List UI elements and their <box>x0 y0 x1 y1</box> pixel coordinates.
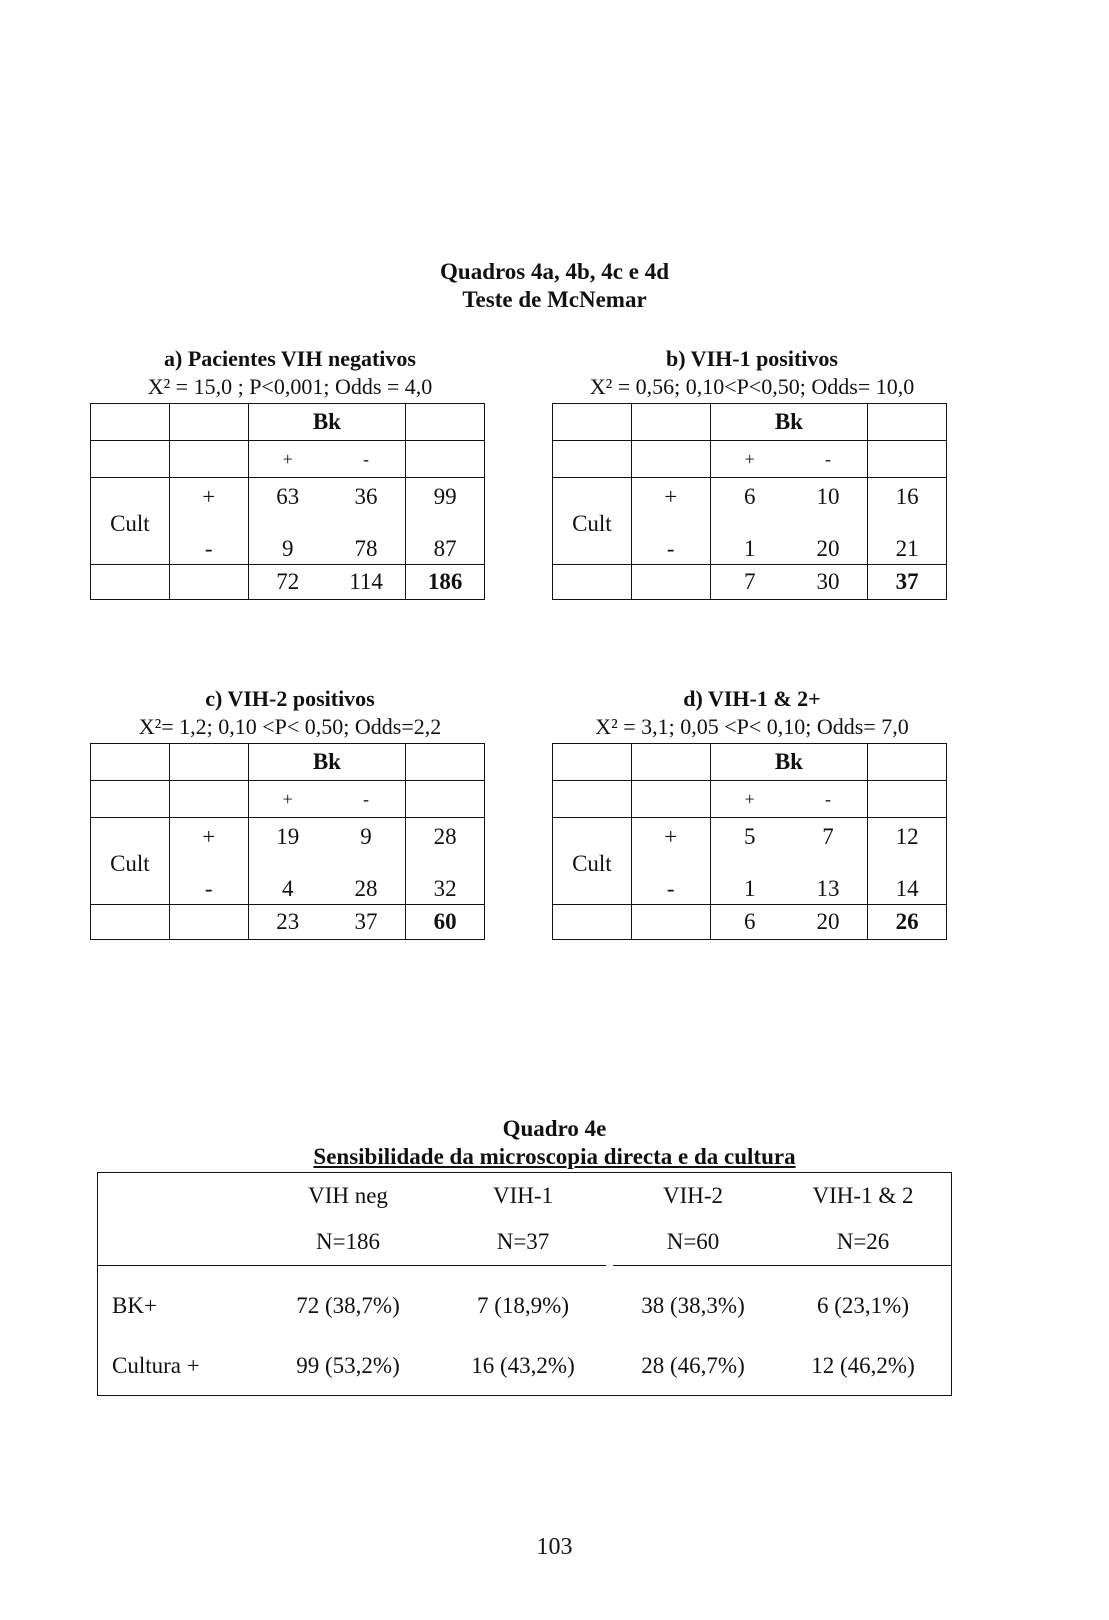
summary-cell: 6 (23,1%) <box>817 1293 909 1318</box>
col-name: VIH neg <box>308 1183 388 1208</box>
summary-cell: 16 (43,2%) <box>471 1353 575 1378</box>
cell: 20 <box>789 528 868 565</box>
summary-subtitle: Sensibilidade da microscopia directa e da cultura <box>313 1144 796 1169</box>
summary-title: Quadro 4e <box>502 1116 607 1141</box>
col-plus: + <box>248 781 327 818</box>
cell: 28 <box>327 868 406 905</box>
panel-stats: X²= 1,2; 0,10 <P< 0,50; Odds=2,2 <box>138 714 442 739</box>
panel-b <box>552 345 952 600</box>
col-name: VIH-1 <box>492 1183 554 1208</box>
summary-cell: 38 (38,3%) <box>641 1293 745 1318</box>
row-label: Cult <box>91 478 170 565</box>
row-label-cultura: Cultura + <box>112 1353 200 1378</box>
row-label: Cult <box>91 818 170 905</box>
col-plus: + <box>710 781 789 818</box>
summary-cell: 12 (46,2%) <box>811 1353 915 1378</box>
col-plus: + <box>248 441 327 478</box>
cell: 78 <box>327 528 406 565</box>
col-minus: - <box>327 781 406 818</box>
panel-d <box>552 685 952 940</box>
row-total: 21 <box>868 528 947 565</box>
contingency-table <box>90 743 485 940</box>
col-header: Bk <box>248 404 406 441</box>
panel-stats: X² = 3,1; 0,05 <P< 0,10; Odds= 7,0 <box>595 714 909 739</box>
col-total: 6 <box>710 905 789 940</box>
header-rule <box>613 1265 951 1266</box>
col-total: 37 <box>327 905 406 940</box>
cell: 1 <box>710 868 789 905</box>
col-n: N=186 <box>315 1229 381 1254</box>
summary-col-header <box>278 1173 418 1265</box>
panel-c <box>90 685 490 940</box>
contingency-table <box>552 743 947 940</box>
header-rule <box>98 1265 606 1266</box>
panel-title: c) VIH-2 positivos <box>205 686 375 711</box>
row-label: Cult <box>553 478 632 565</box>
col-total: 20 <box>789 905 868 940</box>
cell: 63 <box>248 478 327 529</box>
grand-total: 60 <box>406 905 485 940</box>
col-header: Bk <box>710 744 868 781</box>
contingency-table <box>552 403 947 600</box>
row-total: 28 <box>406 818 485 869</box>
col-header: Bk <box>710 404 868 441</box>
col-minus: - <box>789 781 868 818</box>
summary-cell: 72 (38,7%) <box>296 1293 400 1318</box>
cell: 6 <box>710 478 789 529</box>
summary-cell: 99 (53,2%) <box>296 1353 400 1378</box>
row-total: 14 <box>868 868 947 905</box>
col-minus: - <box>327 441 406 478</box>
row-total: 16 <box>868 478 947 529</box>
col-name: VIH-1 & 2 <box>812 1183 914 1208</box>
col-name: VIH-2 <box>662 1183 724 1208</box>
row-minus: - <box>631 528 710 565</box>
row-minus: - <box>631 868 710 905</box>
summary-col-header <box>623 1173 763 1265</box>
row-plus: + <box>631 818 710 869</box>
summary-table <box>97 1172 952 1396</box>
panel-stats: X² = 0,56; 0,10<P<0,50; Odds= 10,0 <box>589 374 915 399</box>
row-plus: + <box>169 478 248 529</box>
grand-total: 186 <box>406 565 485 600</box>
panel-title: a) Pacientes VIH negativos <box>164 346 416 371</box>
cell: 7 <box>789 818 868 869</box>
cell: 9 <box>248 528 327 565</box>
cell: 36 <box>327 478 406 529</box>
row-minus: - <box>169 528 248 565</box>
contingency-table <box>90 403 485 600</box>
summary-cell: 7 (18,9%) <box>477 1293 569 1318</box>
row-minus: - <box>169 868 248 905</box>
summary-col-header <box>453 1173 593 1265</box>
cell: 10 <box>789 478 868 529</box>
col-minus: - <box>789 441 868 478</box>
col-n: N=37 <box>496 1229 550 1254</box>
summary-col-header <box>788 1173 938 1265</box>
row-total: 32 <box>406 868 485 905</box>
row-total: 99 <box>406 478 485 529</box>
col-total: 23 <box>248 905 327 940</box>
col-plus: + <box>710 441 789 478</box>
col-n: N=60 <box>666 1229 720 1254</box>
grand-total: 26 <box>868 905 947 940</box>
cell: 1 <box>710 528 789 565</box>
col-total: 30 <box>789 565 868 600</box>
col-total: 114 <box>327 565 406 600</box>
page-number: 103 <box>536 1534 573 1560</box>
row-plus: + <box>631 478 710 529</box>
cell: 9 <box>327 818 406 869</box>
page-title: Quadros 4a, 4b, 4c e 4d <box>440 259 669 284</box>
summary-cell: 28 (46,7%) <box>641 1353 745 1378</box>
col-total: 72 <box>248 565 327 600</box>
panel-a <box>90 345 490 600</box>
col-n: N=26 <box>836 1229 890 1254</box>
cell: 4 <box>248 868 327 905</box>
row-label-bk: BK+ <box>112 1293 157 1318</box>
grand-total: 37 <box>868 565 947 600</box>
col-total: 7 <box>710 565 789 600</box>
row-total: 12 <box>868 818 947 869</box>
panel-title: b) VIH-1 positivos <box>666 346 838 371</box>
row-label: Cult <box>553 818 632 905</box>
col-header: Bk <box>248 744 406 781</box>
cell: 5 <box>710 818 789 869</box>
panel-stats: X² = 15,0 ; P<0,001; Odds = 4,0 <box>147 374 433 399</box>
row-plus: + <box>169 818 248 869</box>
panel-title: d) VIH-1 & 2+ <box>683 686 821 711</box>
cell: 13 <box>789 868 868 905</box>
cell: 19 <box>248 818 327 869</box>
page-subtitle: Teste de McNemar <box>462 287 647 312</box>
row-total: 87 <box>406 528 485 565</box>
